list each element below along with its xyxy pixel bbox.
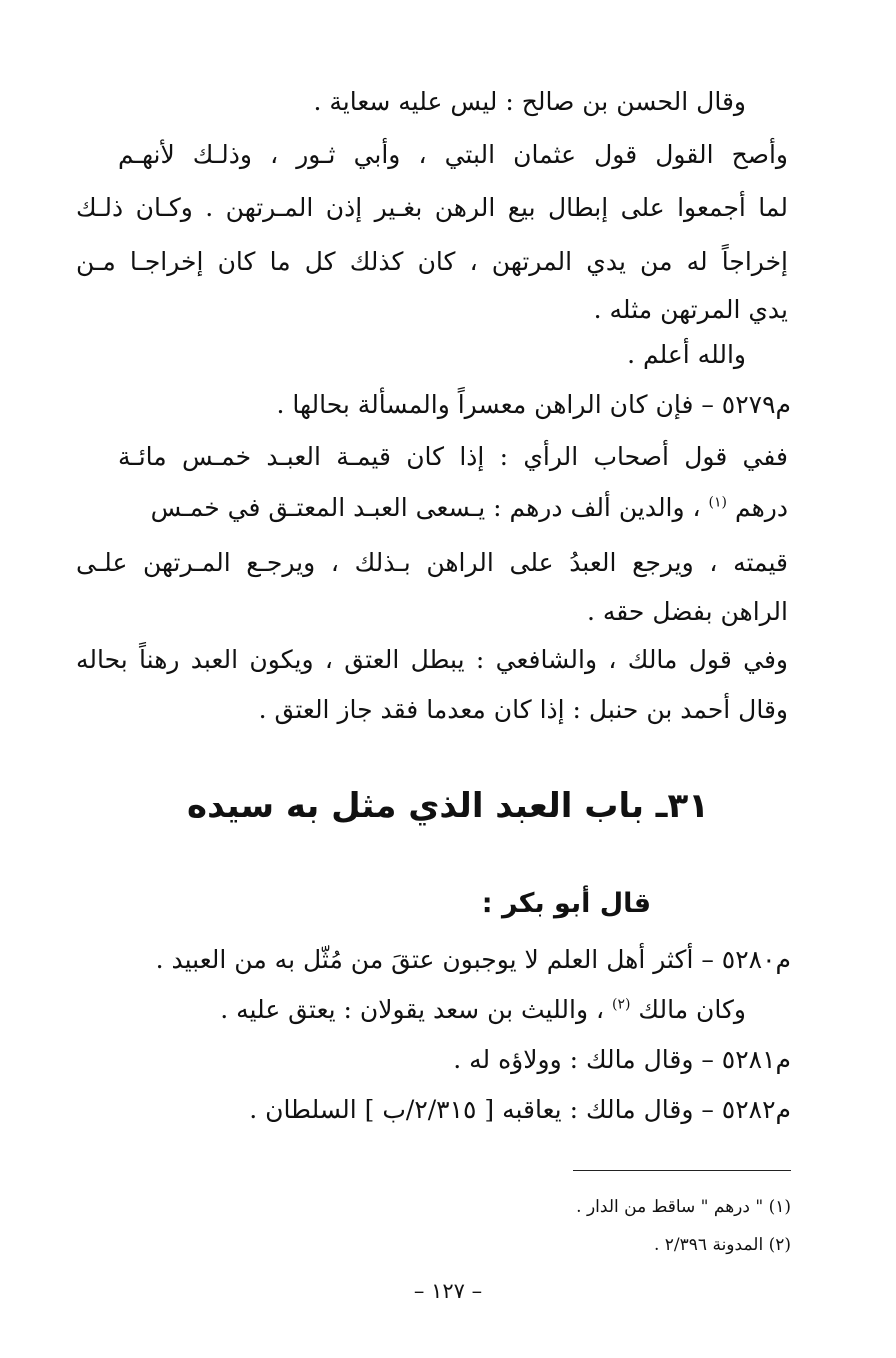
text-fragment: درهم (734, 493, 788, 522)
footnote-mark: (١) (708, 494, 728, 511)
entry-5280: م٥٢٨٠ – أكثر أهل العلم لا يوجبون عتقَ من مُثّل به من العبيد . (155, 945, 791, 974)
chapter-title: ٣١ـ باب العبد الذي مثل به سيده (187, 786, 709, 826)
text-line-with-note (76, 488, 788, 528)
page-number: – ١٢٧ – (413, 1279, 483, 1303)
text-line: وفي قول مالك ، والشافعي : يبطل العتق ، ويكون العبد رهناً بحاله (76, 645, 788, 674)
text-line: لما أجمعوا على إبطال بيع الرهن بغـير إذن المـرتهن . وكـان ذلـك (76, 193, 788, 222)
text-line: ففي قول أصحاب الرأي : إذا كان قيمـة العبـد خمـس مائـة (118, 442, 788, 471)
text-line: وأصح القول قول عثمان البتي ، وأبي ثـور ، وذلـك لأنهـم (118, 140, 788, 169)
footnote-mark: (٢) (611, 996, 631, 1013)
text-line: والله أعلم . (627, 340, 746, 369)
text-fragment: وكان مالك (638, 995, 746, 1024)
text-line: الراهن بفضل حقه . (586, 597, 788, 626)
text-line: إخراجاً له من يدي المرتهن ، كان كذلك كل ما كان إخراجـا مـن (76, 247, 788, 276)
speaker-heading: قال أبو بكر : (481, 888, 651, 919)
entry-5279: م٥٢٧٩ – فإن كان الراهن معسراً والمسألة بحالها . (276, 390, 791, 419)
footnote-divider (573, 1170, 791, 1171)
text-line: وقال الحسن بن صالح : ليس عليه سعاية . (313, 87, 746, 116)
entry-5282: م٥٢٨٢ – وقال مالك : يعاقبه [ ٢/٣١٥/ب ] السلطان . (249, 1095, 791, 1124)
footnote: (١) " درهم " ساقط من الدار . (576, 1197, 791, 1217)
text-line: قيمته ، ويرجع العبدُ على الراهن بـذلك ، ويرجـع المـرتهن علـى (76, 548, 788, 577)
text-fragment: ، والليث بن سعد يقولان : يعتق عليه . (220, 995, 605, 1024)
text-line: يدي المرتهن مثله . (593, 295, 788, 324)
text-line: وقال أحمد بن حنبل : إذا كان معدما فقد جاز العتق . (258, 695, 788, 724)
footnote: (٢) المدونة ٢/٣٩٦ . (653, 1235, 791, 1255)
text-fragment: ، والدين ألف درهم : يـسعى العبـد المعتـق في خمـس (150, 493, 701, 522)
entry-5281: م٥٢٨١ – وقال مالك : وولاؤه له . (453, 1045, 791, 1074)
text-line-with-note (76, 990, 746, 1030)
